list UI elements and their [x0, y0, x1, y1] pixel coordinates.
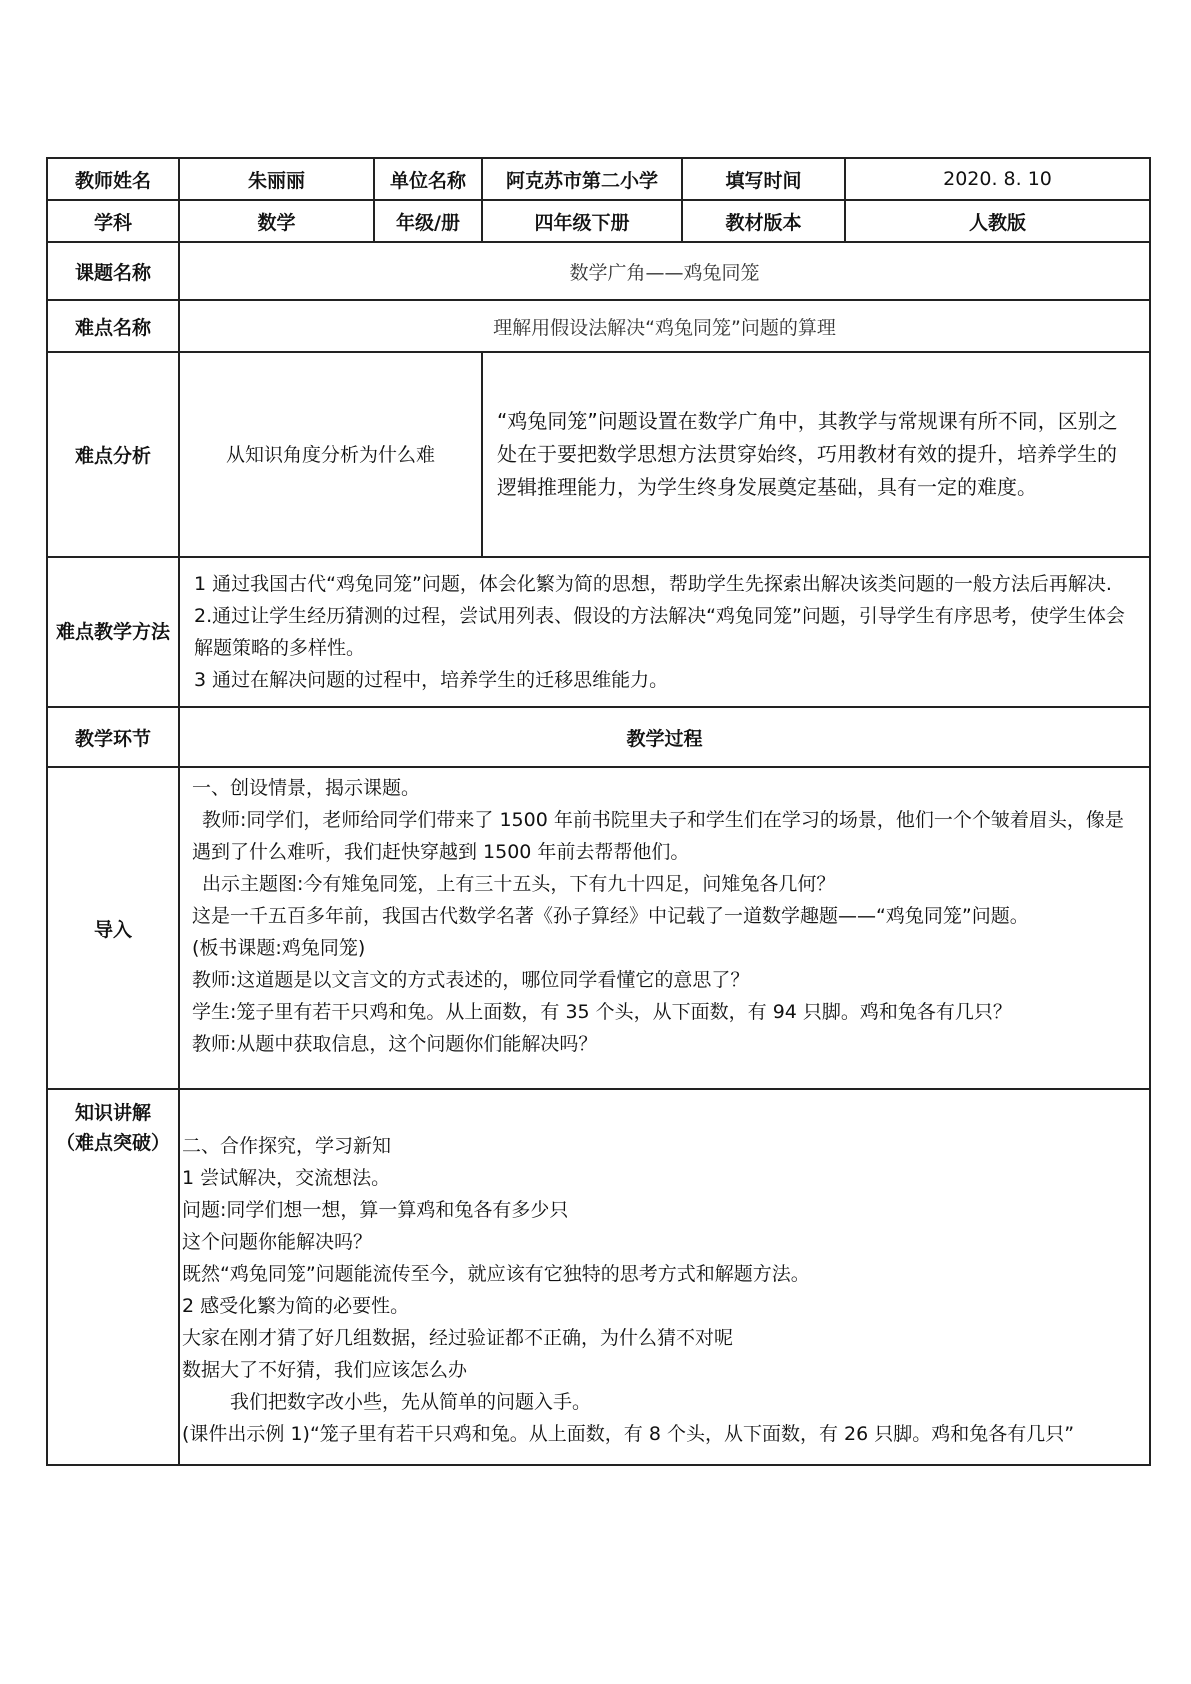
topic-value: 数学广角——鸡兔同笼: [179, 242, 1150, 300]
difficulty-label: 难点名称: [47, 300, 179, 352]
intro-line-3: 出示主题图:今有雉兔同笼，上有三十五头，下有九十四足，问雉兔各几何？: [202, 873, 836, 895]
intro-line-8: 教师:从题中获取信息，这个问题你们能解决吗？: [192, 1033, 598, 1055]
process-label: 教学过程: [179, 707, 1150, 767]
method-label: 难点教学方法: [47, 557, 179, 707]
unit-label: 单位名称: [374, 158, 482, 200]
topic-row: [47, 242, 1150, 300]
intro-label: 导入: [47, 767, 179, 1089]
edition-label: 教材版本: [682, 200, 845, 242]
process-header-row: [47, 707, 1150, 767]
method-row: [47, 557, 1150, 707]
knowledge-label: [47, 1089, 179, 1465]
header-row-1: [47, 158, 1150, 200]
header-row-2: [47, 200, 1150, 242]
knowledge-line-6: 2 感受化繁为简的必要性。: [182, 1295, 410, 1317]
edition-value: 人教版: [845, 200, 1150, 242]
process-stage-label: 教学环节: [47, 707, 179, 767]
knowledge-line-10: (课件出示例 1)“笼子里有若干只鸡和兔。从上面数，有 8 个头，从下面数，有 26 只脚。鸡和兔各有几只”: [182, 1423, 1075, 1445]
difficulty-value: 理解用假设法解决“鸡兔同笼”问题的算理: [179, 300, 1150, 352]
knowledge-line-1: 二、合作探究，学习新知: [182, 1135, 392, 1157]
knowledge-line-2: 1 尝试解决，交流想法。: [182, 1167, 391, 1189]
subject-value: 数学: [179, 200, 374, 242]
knowledge-line-7: 大家在刚才猜了好几组数据，经过验证都不正确，为什么猜不对呢: [182, 1327, 734, 1349]
subject-label: 学科: [47, 200, 179, 242]
intro-line-2: 教师:同学们，老师给同学们带来了 1500 年前书院里夫子和学生们在学习的场景，他们一个个皱着眉头，像是遇到了什么难听，我们赶快穿越到 1500 年前去帮帮他们。: [192, 809, 1124, 863]
analysis-sub-label: 从知识角度分析为什么难: [179, 352, 482, 557]
lesson-plan-table: [46, 157, 1151, 1466]
method-item-1: 1 通过我国古代“鸡兔同笼”问题，体会化繁为简的思想，帮助学生先探索出解决该类问题的一般方法后再解决.: [194, 573, 1112, 595]
knowledge-line-9: 我们把数字改小些，先从简单的问题入手。: [230, 1391, 592, 1413]
grade-label: 年级/册: [374, 200, 482, 242]
method-item-3: 3 通过在解决问题的过程中，培养学生的迁移思维能力。: [194, 669, 669, 691]
knowledge-row: [47, 1089, 1150, 1465]
teacher-value: 朱丽丽: [179, 158, 374, 200]
knowledge-label-line-2: （难点突破）: [55, 1132, 170, 1154]
teacher-label: 教师姓名: [47, 158, 179, 200]
method-content: [179, 557, 1150, 707]
analysis-row: [47, 352, 1150, 557]
intro-line-4: 这是一千五百多年前，我国古代数学名著《孙子算经》中记载了一道数学趣题——“鸡兔同笼”问题。: [192, 905, 1029, 927]
knowledge-line-3: 问题:同学们想一想，算一算鸡和兔各有多少只: [182, 1199, 569, 1221]
analysis-label: 难点分析: [47, 352, 179, 557]
knowledge-line-5: 既然“鸡兔同笼”问题能流传至今，就应该有它独特的思考方式和解题方法。: [182, 1263, 810, 1285]
grade-value: 四年级下册: [482, 200, 682, 242]
time-label: 填写时间: [682, 158, 845, 200]
unit-value: 阿克苏市第二小学: [482, 158, 682, 200]
analysis-text: “鸡兔同笼”问题设置在数学广角中，其教学与常规课有所不同，区别之处在于要把数学思想方法贯穿始终，巧用教材有效的提升，培养学生的逻辑推理能力，为学生终身发展奠定基础，具有一定的难度。: [482, 352, 1150, 557]
intro-line-5: (板书课题:鸡兔同笼): [192, 937, 366, 959]
topic-label: 课题名称: [47, 242, 179, 300]
time-value: 2020. 8. 10: [845, 158, 1150, 200]
knowledge-label-line-1: 知识讲解: [74, 1102, 151, 1124]
knowledge-line-8: 数据大了不好猜，我们应该怎么办: [182, 1359, 468, 1381]
difficulty-row: [47, 300, 1150, 352]
knowledge-content: [179, 1089, 1150, 1465]
intro-row: [47, 767, 1150, 1089]
knowledge-line-4: 这个问题你能解决吗？: [182, 1231, 373, 1253]
intro-line-6: 教师:这道题是以文言文的方式表述的，哪位同学看懂它的意思了？: [192, 969, 750, 991]
intro-line-1: 一、创设情景，揭示课题。: [192, 777, 421, 799]
method-item-2: 2.通过让学生经历猜测的过程，尝试用列表、假设的方法解决“鸡兔同笼”问题，引导学生有序思考，使学生体会解题策略的多样性。: [194, 605, 1125, 659]
intro-content: [179, 767, 1150, 1089]
intro-line-7: 学生:笼子里有若干只鸡和兔。从上面数，有 35 个头，从下面数，有 94 只脚。鸡和兔各有几只？: [192, 1001, 1012, 1023]
